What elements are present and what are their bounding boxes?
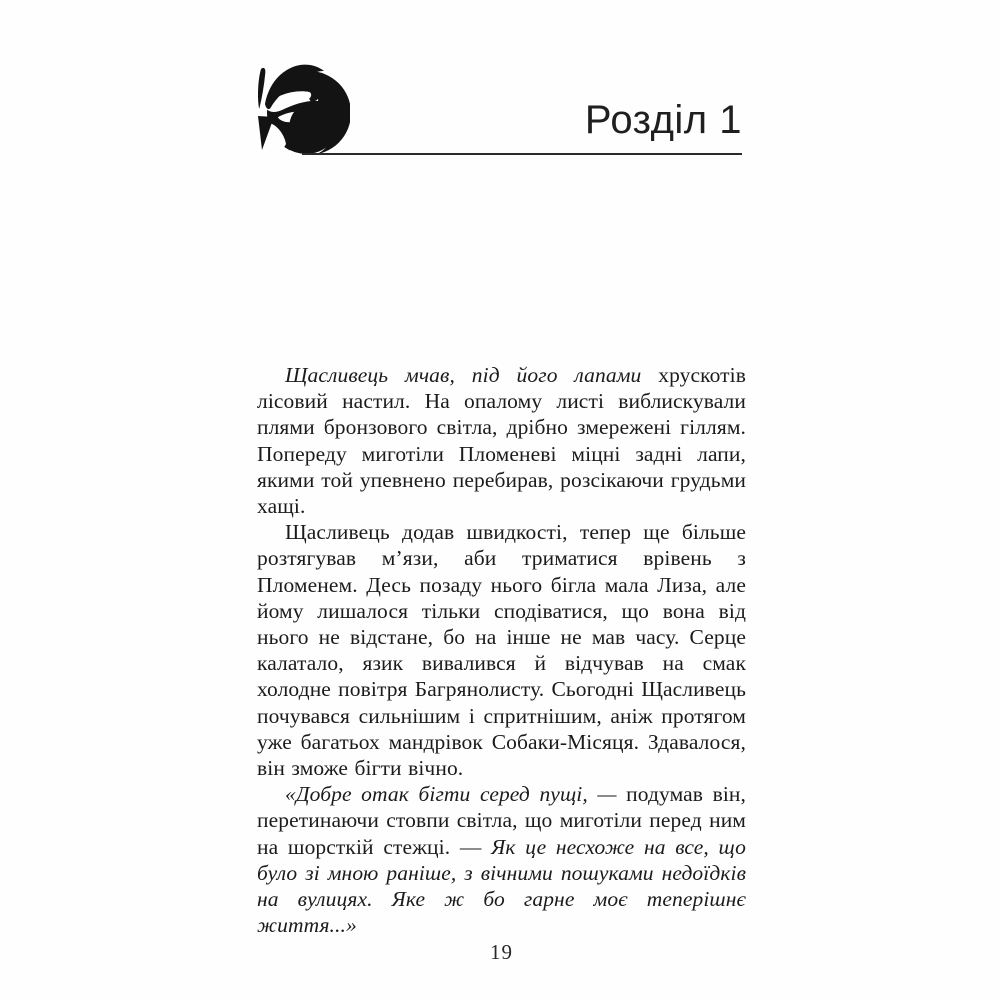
text-run-italic: Як це несхоже на все, що було зі мною раніше, з вічними пошуками недоїдків на вулицях. Яке ж бо гарне моє теперішнє життя...» (257, 834, 746, 938)
text-run: хрускотів лісовий настил. На опалому листі виблискували плями бронзового світла, дрібно змережені гіллям. Попереду миготіли Пломеневі міцні задні лапи, якими той упевнено перебирав, розсікаючи грудьми хащі. (257, 363, 746, 519)
header-rule (302, 153, 742, 155)
body-paragraph (257, 781, 746, 938)
chapter-header (250, 58, 745, 160)
body-paragraph (257, 362, 746, 519)
body-text (257, 362, 746, 938)
chapter-title: Розділ 1 (584, 98, 742, 142)
body-paragraph (257, 519, 746, 781)
text-run-italic: «Добре отак бігти серед пущі, — (285, 782, 627, 807)
page-number: 19 (490, 940, 513, 964)
text-run: Щасливець додав швидкості, тепер ще більше розтягував м’язи, аби триматися врівень з Пломенем. Десь позаду нього бігла мала Лиза, але йому лишалося тільки сподіватися, що вона від нього не відстане, бо на інше не мав часу. Серце калатало, язик вивалився й відчував на смак холодне повітря Багрянолисту. Сьогодні Щасливець почувався сильнішим і спритнішим, аніж протягом уже багатьох мандрівок Собаки-Місяця. Здавалося, він зможе бігти вічно. (257, 520, 746, 781)
howling-dog-icon (250, 60, 350, 160)
text-run: подумав він, перетинаючи стовпи світла, що миготіли перед ним на шорсткій стежці. — (257, 782, 746, 859)
text-run-italic: Щасливець мчав, під його лапами (285, 363, 659, 387)
